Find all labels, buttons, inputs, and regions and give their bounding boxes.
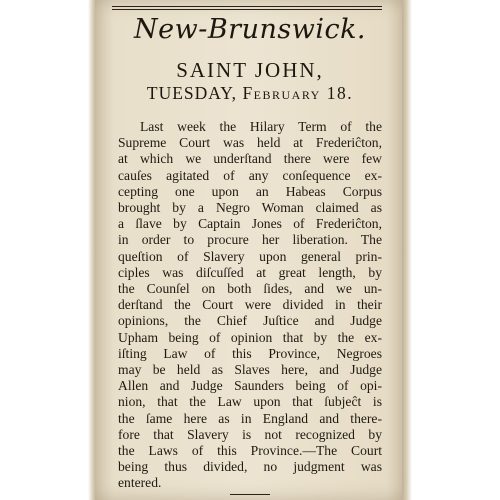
article-line: ciples was diſcuſſed at great length, by	[118, 264, 382, 280]
dateline-month-day: February 18.	[242, 83, 354, 103]
column-bottom-rule	[230, 494, 270, 495]
article-line: queſtion of Slavery upon general prin-	[118, 248, 382, 264]
article-line: the Laws of this Province.—The Court	[118, 443, 382, 459]
article-line: fore that Slavery is not recognized by	[118, 426, 382, 442]
article-line: cepting one upon an Habeas Corpus	[118, 183, 382, 199]
article-body	[118, 119, 382, 492]
article-line: at which we underſtand there were few	[118, 151, 382, 167]
paper-edge-right	[402, 0, 412, 500]
article-line: a ſlave by Captain Jones of Frederiĉton,	[118, 216, 382, 232]
article-line: opinions, the Chief Juſtice and Judge	[118, 313, 382, 329]
article-line: nion, that the Law upon that ſubjeĉt is	[118, 394, 382, 410]
article-line: Upham being of opinion that by the ex-	[118, 329, 382, 345]
dateline-city: SAINT JOHN,	[176, 58, 324, 82]
article-line: Supreme Court was held at Frederiĉton,	[118, 135, 382, 151]
article-line: Allen and Judge Saunders being of opi-	[118, 378, 382, 394]
article-line: iſting Law of this Province, Negroes	[118, 345, 382, 361]
column-top-rule	[112, 6, 382, 7]
article-line: Last week the Hilary Term of the	[140, 119, 382, 134]
article-line: may be held as Slaves here, and Judge	[118, 362, 382, 378]
article-line: entered.	[118, 475, 162, 491]
article-line: in order to procure her liberation. The	[118, 232, 382, 248]
dateline-date	[110, 83, 390, 104]
article-line: being thus divided, no judgment was	[118, 459, 382, 475]
article-line: the ſame here as in England and there-	[118, 410, 382, 426]
article-line: cauſes agitated of any conſequence ex-	[118, 167, 382, 183]
article-line: the Counſel on both ſides, and we un-	[118, 281, 382, 297]
section-title: New-Brunswick.	[133, 14, 367, 45]
dateline-day: TUESDAY,	[146, 83, 238, 103]
column-top-rule-thin	[112, 9, 382, 10]
article-line: derſtand the Court were divided in their	[118, 297, 382, 313]
article-line: brought by a Negro Woman claimed as	[118, 200, 382, 216]
